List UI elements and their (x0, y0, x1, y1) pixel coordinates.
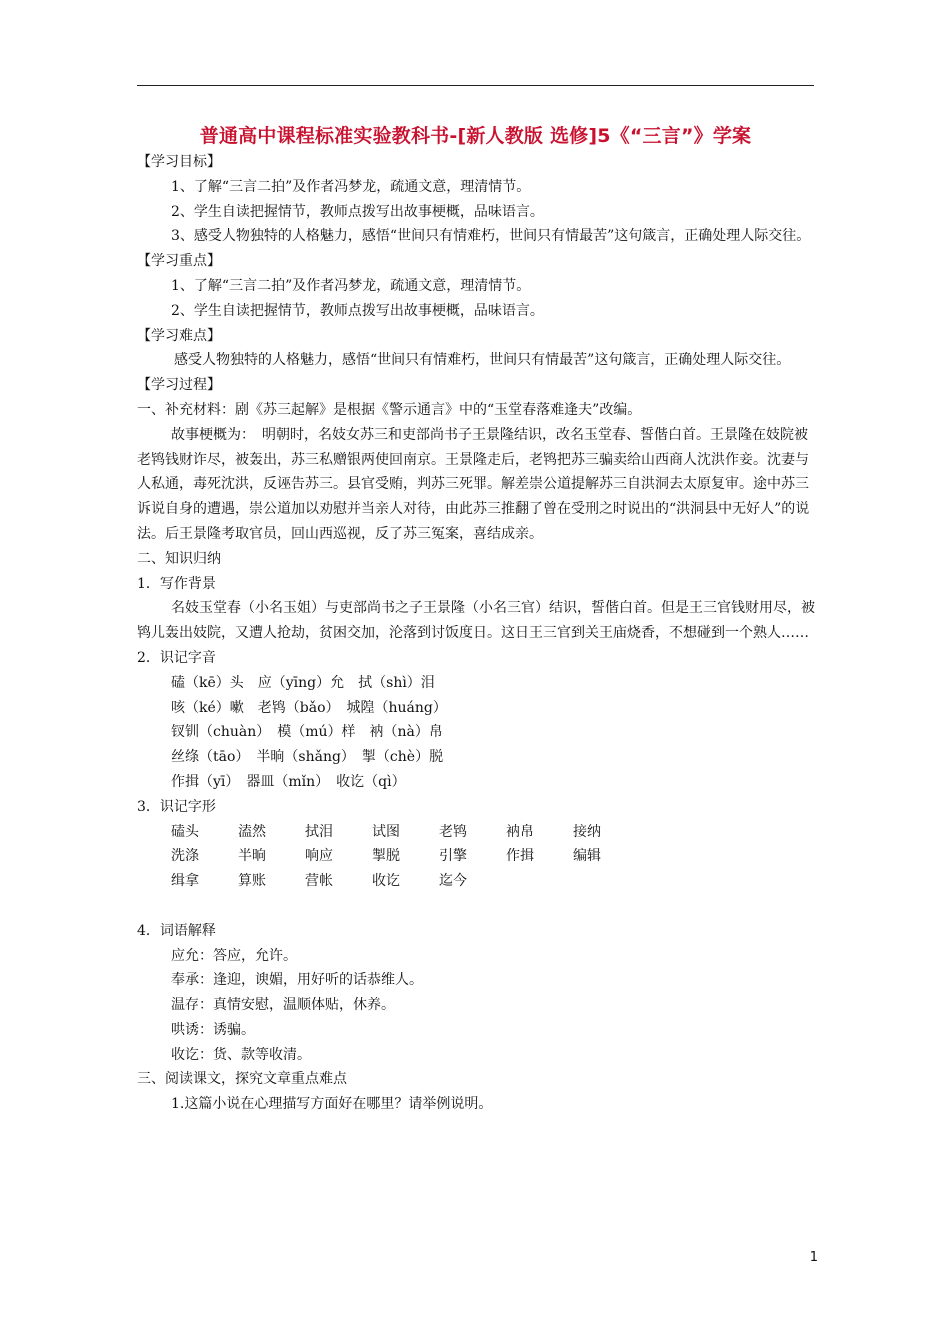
reading-heading: 三、阅读课文，探究文章重点难点 (137, 1071, 347, 1088)
knowledge-heading: 二、知识归纳 (137, 550, 221, 567)
glyph-word: 编辑 (573, 848, 601, 865)
vocab-item: 收讫：货、款等收清。 (171, 1046, 311, 1063)
page-number: 1 (809, 1250, 818, 1265)
glyph-word: 洗涤 (171, 848, 199, 865)
glyph-word: 缉拿 (171, 873, 199, 890)
supplement-text: 一、补充材料：剧《苏三起解》是根据《警示通言》中的“玉堂春落难逢夫”改编。 (137, 401, 642, 418)
document-body (137, 150, 819, 1117)
document-title: 普通高中课程标准实验教科书-[新人教版 选修]5《“三言”》学案 (199, 125, 752, 147)
glyph-word: 掣脱 (372, 848, 400, 865)
key-points-heading: 【学习重点】 (137, 253, 221, 270)
vocab-item: 应允：答应，允许。 (171, 947, 297, 964)
vocab-item: 哄诱：诱骗。 (171, 1021, 255, 1038)
pronunciation-line: 咳（ké）嗽 老鸨（bǎo） 城隍（huáng） (171, 699, 447, 716)
difficulty-text: 感受人物独特的人格魅力，感悟“世间只有情难朽，世间只有情最苦”这句箴言，正确处理人际交往。 (174, 352, 791, 369)
key-point-item-1: 1、了解“三言二拍”及作者冯梦龙，疏通文意，理清情节。 (171, 277, 531, 294)
process-heading: 【学习过程】 (137, 377, 221, 394)
glyph-word: 迄今 (439, 873, 467, 890)
glyph-word: 磕头 (171, 823, 199, 840)
glyph-word: 作揖 (506, 848, 534, 865)
question-1: 1.这篇小说在心理描写方面好在哪里？请举例说明。 (171, 1096, 493, 1113)
story-summary: 故事梗概为： 明朝时，名妓女苏三和吏部尚书子王景隆结识，改名玉堂春、誓偕白首。王景隆在妓院被老鸨钱财诈尽，被轰出，苏三私赠银两使回南京。王景隆走后，老鸨把苏三骗卖给山西商人沈洪作妾。沈妻与人私通，毒死沈洪，反诬告苏三。县官受贿，判苏三死罪。解差崇公道提解苏三自洪洞去太原复审。途中苏三诉说自身的遭遇，崇公道加以劝慰并当亲人对待，由此苏三推翻了曾在受刑之时说出的“洪洞县中无好人”的说法。后王景隆考取官员，回山西巡视，反了苏三冤案，喜结成亲。 (137, 426, 810, 542)
glyph-word: 老鸨 (439, 823, 467, 840)
objective-item-2: 2、学生自读把握情节，教师点拨写出故事梗概，品味语言。 (171, 203, 544, 220)
glyph-heading: 3．识记字形 (137, 798, 216, 815)
glyph-word: 拭泪 (305, 823, 333, 840)
pronunciation-heading: 2．识记字音 (137, 649, 216, 666)
glyph-word: 算账 (238, 873, 266, 890)
blank-line (137, 894, 819, 919)
objectives-heading: 【学习目标】 (137, 154, 221, 170)
header-rule (137, 85, 814, 86)
glyph-word: 衲帛 (506, 823, 534, 840)
background-heading: 1．写作背景 (137, 575, 216, 592)
glyph-word: 收讫 (372, 873, 400, 890)
vocab-item: 奉承：逢迎，谀媚，用好听的话恭维人。 (171, 972, 423, 989)
glyph-word: 试图 (372, 823, 400, 840)
glyph-word: 接纳 (573, 823, 601, 840)
pronunciation-line: 钗钏（chuàn） 模（mú）样 衲（nà）帛 (171, 724, 443, 741)
vocab-heading: 4．词语解释 (137, 922, 216, 939)
pronunciation-line: 丝绦（tāo） 半晌（shǎng） 掣（chè）脱 (171, 749, 444, 766)
pronunciation-line: 作揖（yī） 器皿（mǐn） 收讫（qì） (171, 773, 406, 790)
vocab-item: 温存：真情安慰，温顺体贴，休养。 (171, 997, 395, 1014)
background-text: 名妓玉堂春（小名玉姐）与吏部尚书之子王景隆（小名三官）结识，誓偕白首。但是王三官钱财用尽，被鸨儿轰出妓院，又遭人抢劫，贫困交加，沦落到讨饭度日。这日王三官到关王庙烧香，不想碰到一个熟人…… (137, 600, 815, 642)
glyph-word: 营帐 (305, 873, 333, 890)
glyph-word: 溘然 (238, 823, 266, 840)
glyph-row (137, 820, 819, 845)
glyph-row (137, 869, 819, 894)
objective-item-3: 3、感受人物独特的人格魅力，感悟“世间只有情难朽，世间只有情最苦”这句箴言，正确处理人际交往。 (171, 228, 811, 245)
glyph-word: 响应 (305, 848, 333, 865)
pronunciation-line: 磕（kē）头 应（yīng）允 拭（shì）泪 (171, 674, 435, 691)
glyph-word: 半晌 (238, 848, 266, 865)
objective-item-1: 1、了解“三言二拍”及作者冯梦龙，疏通文意，理清情节。 (171, 178, 531, 195)
key-point-item-2: 2、学生自读把握情节，教师点拨写出故事梗概，品味语言。 (171, 302, 544, 319)
glyph-row (137, 844, 819, 869)
difficulty-heading: 【学习难点】 (137, 327, 221, 344)
glyph-word: 引擎 (439, 848, 467, 865)
